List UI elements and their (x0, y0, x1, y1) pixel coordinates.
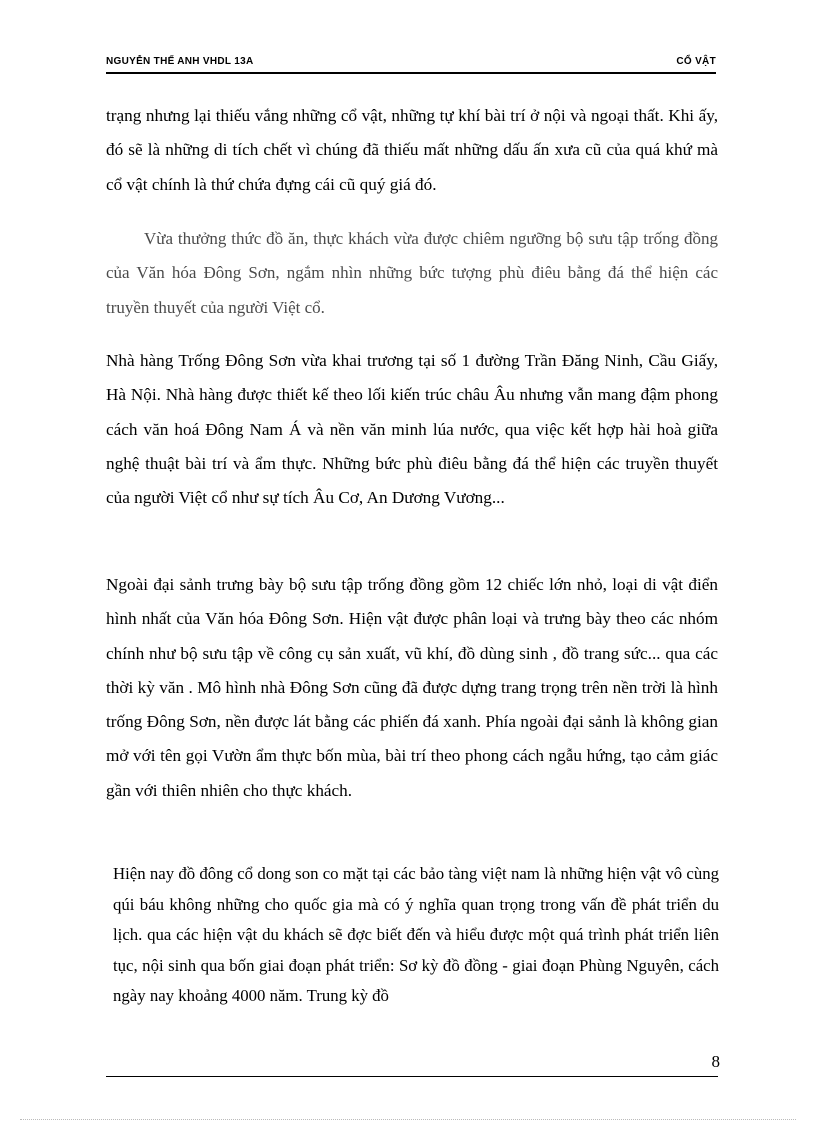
page-number: 8 (711, 1052, 720, 1071)
header-author: NGUYỄN THẾ ANH VHDL 13A (106, 56, 254, 67)
paragraph-1: trạng nhưng lại thiếu vắng những cổ vật, những tự khí bài trí ở nội và ngoại thất. Khi ấy, đó sẽ là những di tích chết vì chúng đã thiếu mất những dấu ấn xưa cũ của quá khứ mà cổ vật chính là thứ chứa đựng cái cũ quý giá đó. (106, 106, 718, 194)
paragraph-4: Ngoài đại sảnh trưng bày bộ sưu tập trống đồng gồm 12 chiếc lớn nhỏ, loại di vật điển hình nhất của Văn hóa Đông Sơn. Hiện vật được phân loại và trưng bày theo các nhóm chính như bộ sưu tập về công cụ sản xuất, vũ khí, đồ dùng sinh , đồ trang sức... qua các thời kỳ văn . Mô hình nhà Đông Sơn cũng đã được dựng trang trọng trên nền trời là hình trống Đông Sơn, nền được lát bằng các phiến đá xanh. Phía ngoài đại sảnh là không gian mở với tên gọi Vườn ẩm thực bốn mùa, bài trí theo phong cách ngẫu hứng, tạo cảm giác gần với thiên nhiên cho thực khách. (106, 575, 718, 800)
footer-divider (106, 1076, 718, 1077)
paragraph-2-quote: Vừa thưởng thức đồ ăn, thực khách vừa được chiêm ngưỡng bộ sưu tập trống đồng của Văn hóa Đông Sơn, ngắm nhìn những bức tượng phù điêu bằng đá thể hiện các truyền thuyết của người Việt cổ. (106, 229, 718, 317)
page-edge-divider (20, 1119, 796, 1120)
paragraph-5: Hiện nay đồ đông cổ dong son co mặt tại các bảo tàng việt nam là những hiện vật vô cùng qúi báu không những cho quốc gia mà có ý nghĩa quan trọng trong vấn đề phát triển du lịch. qua các hiện vật du khách sẽ đợc biết đến và hiểu được một quá trình phát triển liên tục, nội sinh qua bốn giai đoạn phát triển: Sơ kỳ đồ đồng - giai đoạn Phùng Nguyên, cách ngày nay khoảng 4000 năm. Trung kỳ đồ (113, 864, 719, 1006)
header-title: CỔ VẬT (676, 56, 716, 67)
paragraph-3: Nhà hàng Trống Đông Sơn vừa khai trương tại số 1 đường Trần Đăng Ninh, Cầu Giấy, Hà Nội. Nhà hàng được thiết kế theo lối kiến trúc châu Âu nhưng vẫn mang đậm phong cách văn hoá Đông Nam Á và nền văn minh lúa nước, qua việc kết hợp hài hoà giữa nghệ thuật bài trí và ẩm thực. Những bức phù điêu bằng đá thể hiện các truyền thuyết của người Việt cổ như sự tích Âu Cơ, An Dương Vương... (106, 351, 718, 508)
page-header (106, 54, 716, 74)
